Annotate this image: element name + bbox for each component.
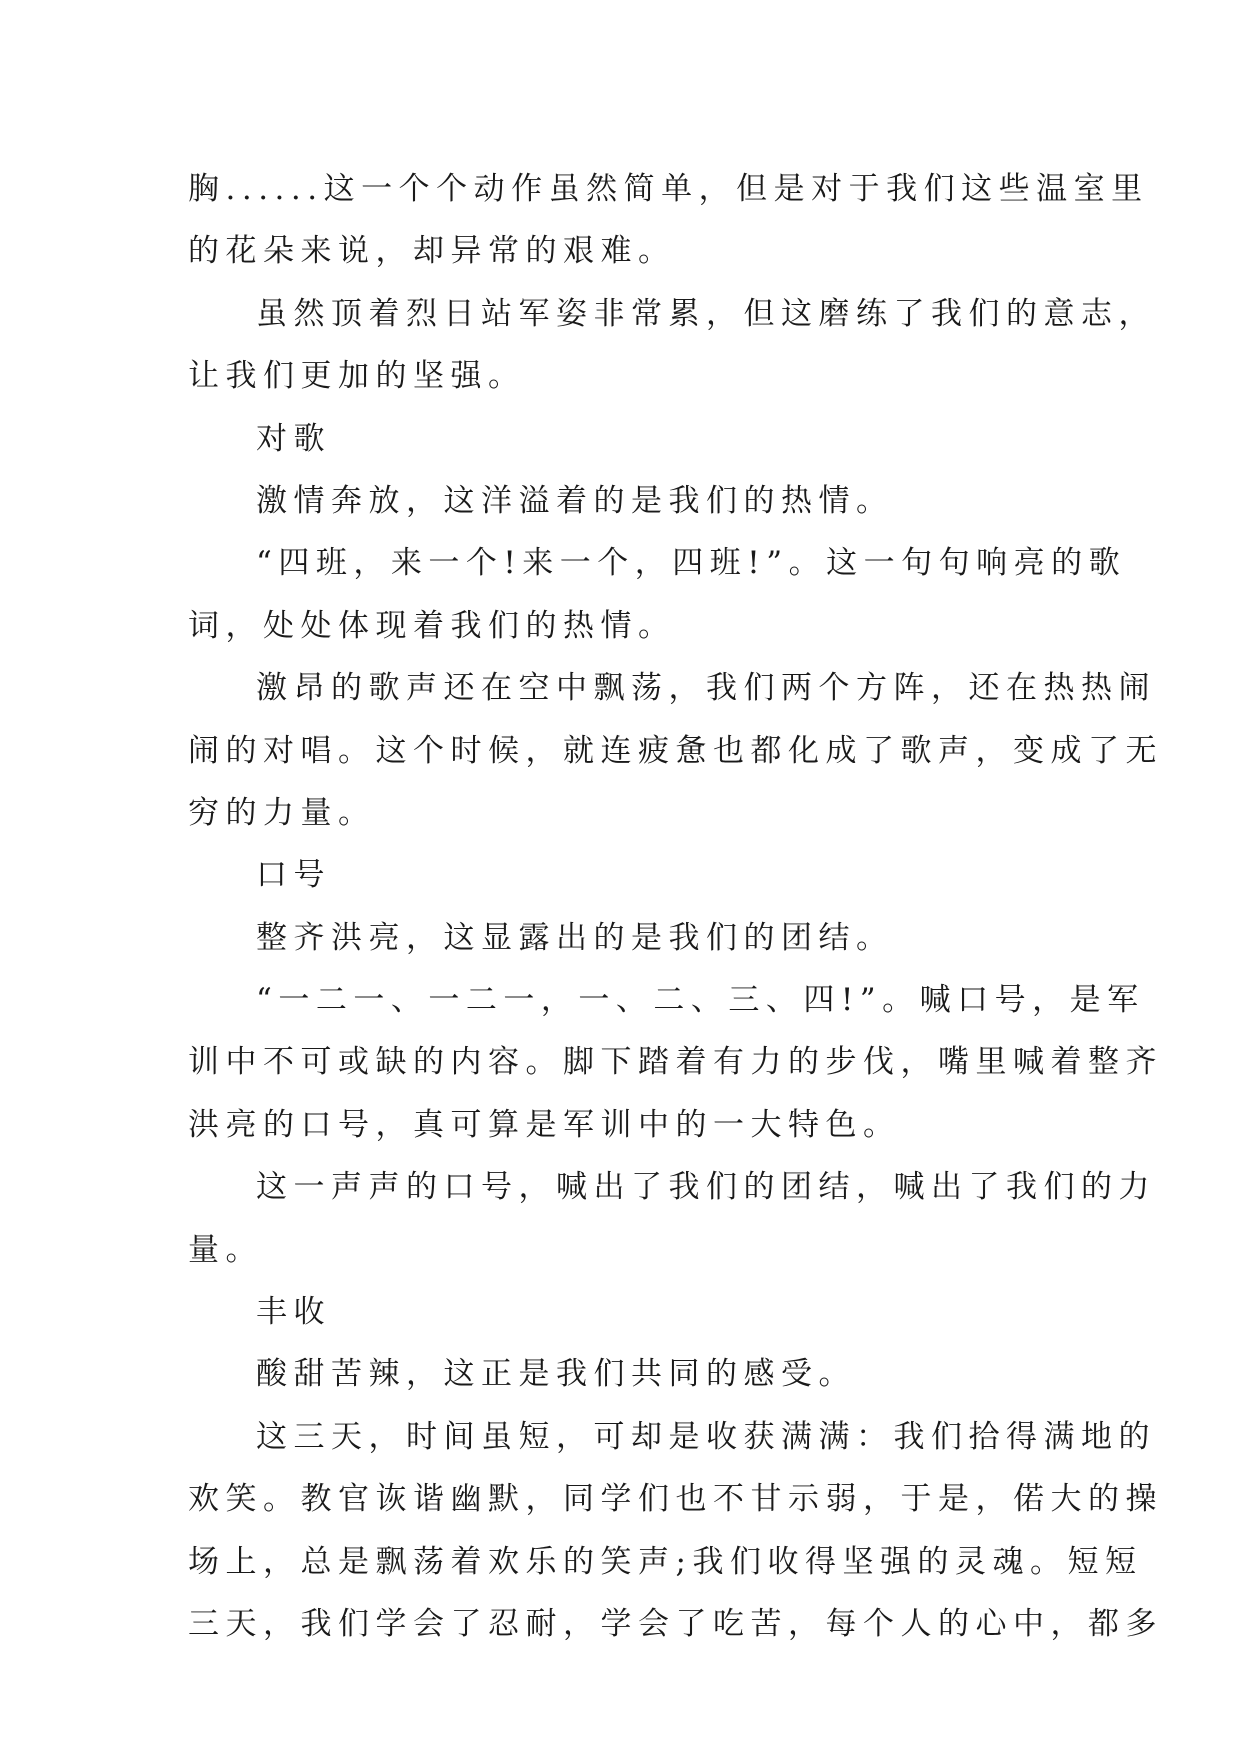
text-line: 穷的力量。 bbox=[188, 794, 376, 831]
text-line: “四班，来一个!来一个，四班!”。这一句句响亮的歌 bbox=[256, 545, 1127, 582]
text-line: 酸甜苦辣，这正是我们共同的感受。 bbox=[256, 1356, 856, 1393]
text-line: 词，处处体现着我们的热情。 bbox=[188, 607, 676, 644]
text-line: 整齐洪亮，这显露出的是我们的团结。 bbox=[256, 919, 894, 956]
text-line: “一二一、一二一，一、二、三、四!”。喊口号，是军 bbox=[256, 982, 1145, 1019]
text-line: 虽然顶着烈日站军姿非常累，但这磨练了我们的意志， bbox=[256, 295, 1156, 332]
text-line: 激昂的歌声还在空中飘荡，我们两个方阵，还在热热闹 bbox=[256, 670, 1156, 707]
text-line: 训中不可或缺的内容。脚下踏着有力的步伐，嘴里喊着整齐 bbox=[188, 1044, 1163, 1081]
text-line: 这一声声的口号，喊出了我们的团结，喊出了我们的力 bbox=[256, 1169, 1156, 1206]
body-text bbox=[188, 158, 1163, 1655]
section-heading-duige: 对歌 bbox=[256, 420, 331, 457]
text-line: 欢笑。教官诙谐幽默，同学们也不甘示弱，于是，偌大的操 bbox=[188, 1481, 1163, 1518]
section-heading-fengshou: 丰收 bbox=[256, 1294, 331, 1331]
text-line: 洪亮的口号，真可算是军训中的一大特色。 bbox=[188, 1106, 901, 1143]
text-line: 胸......这一个个动作虽然简单，但是对于我们这些温室里 bbox=[188, 171, 1149, 207]
text-line: 量。 bbox=[188, 1231, 263, 1268]
text-line: 闹的对唱。这个时候，就连疲惫也都化成了歌声，变成了无 bbox=[188, 732, 1163, 769]
text-line: 让我们更加的坚强。 bbox=[188, 358, 526, 395]
text-line: 三天，我们学会了忍耐，学会了吃苦，每个人的心中，都多 bbox=[188, 1605, 1163, 1642]
text-line: 的花朵来说，却异常的艰难。 bbox=[188, 233, 676, 270]
text-line: 激情奔放，这洋溢着的是我们的热情。 bbox=[256, 482, 894, 519]
text-line: 这三天，时间虽短，可却是收获满满：我们拾得满地的 bbox=[256, 1418, 1156, 1455]
section-heading-kouhao: 口号 bbox=[256, 857, 331, 894]
text-line: 场上，总是飘荡着欢乐的笑声;我们收得坚强的灵魂。短短 bbox=[188, 1543, 1143, 1580]
